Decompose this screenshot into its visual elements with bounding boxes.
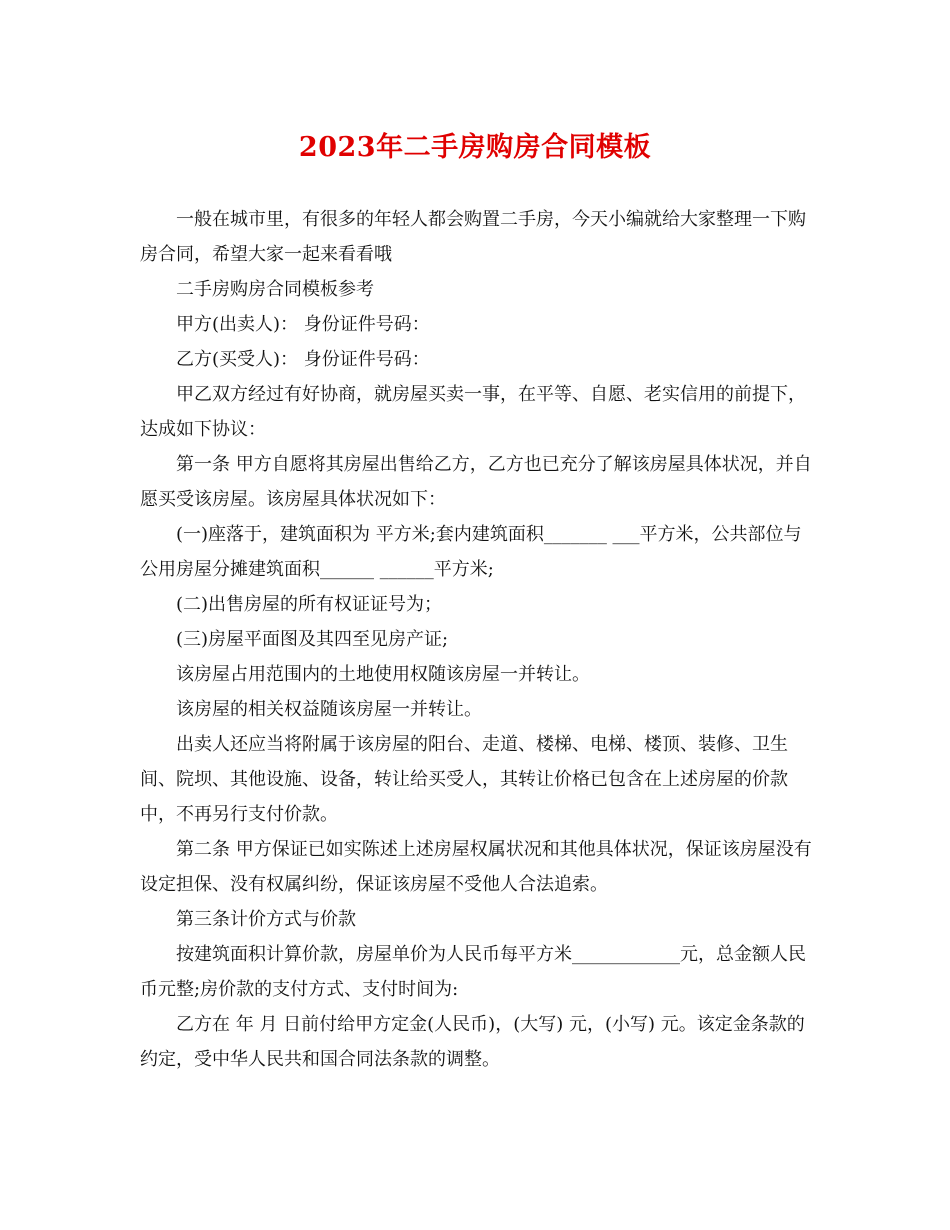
paragraph-party-b: 乙方(买受人)： 身份证件号码： [176,349,430,370]
paragraph-intro: 一般在城市里，有很多的年轻人都会购置二手房，今天小编就给大家整理一下购房合同，希望大家一起来看看哦 [140,209,806,265]
paragraph-land-use: 该房屋占用范围内的土地使用权随该房屋一并转让。 [176,664,590,685]
paragraph-party-a: 甲方(出卖人)： 身份证件号码： [176,314,430,335]
document-title: 2023年二手房购房合同模板 [298,132,652,163]
document-body [140,202,812,1077]
paragraph-deposit: 乙方在 年 月 日前付给甲方定金(人民币)，(大写) 元，(小写) 元。该定金条款的约定，受中华人民共和国合同法条款的调整。 [140,1014,805,1070]
paragraph-article-1: 第一条 甲方自愿将其房屋出售给乙方，乙方也已充分了解该房屋具体状况，并自愿买受该房屋。该房屋具体状况如下： [140,454,812,510]
paragraph-article-2: 第二条 甲方保证已如实陈述上述房屋权属状况和其他具体状况，保证该房屋没有设定担保、没有权属纠纷，保证该房屋不受他人合法追索。 [140,839,812,895]
paragraph-agreement: 甲乙双方经过有好协商，就房屋买卖一事，在平等、自愿、老实信用的前提下，达成如下协议： [140,384,806,440]
paragraph-item-1: (一)座落于，建筑面积为 平方米;套内建筑面积_______ ___平方米，公共部位与公用房屋分摊建筑面积______ ______平方米; [140,524,802,580]
paragraph-attachments: 出卖人还应当将附属于该房屋的阳台、走道、楼梯、电梯、楼顶、装修、卫生间、院坝、其他设施、设备，转让给买受人，其转让价格已包含在上述房屋的价款中，不再另行支付价款。 [140,734,788,825]
paragraph-subtitle: 二手房购房合同模板参考 [176,279,374,300]
paragraph-pricing: 按建筑面积计算价款，房屋单价为人民币每平方米____________元，总金额人民币元整;房价款的支付方式、支付时间为: [140,944,806,1000]
paragraph-rights: 该房屋的相关权益随该房屋一并转让。 [176,699,482,720]
paragraph-item-2: (二)出售房屋的所有权证证号为； [176,594,443,615]
paragraph-article-3: 第三条计价方式与价款 [176,909,356,930]
paragraph-item-3: (三)房屋平面图及其四至见房产证; [176,629,449,650]
